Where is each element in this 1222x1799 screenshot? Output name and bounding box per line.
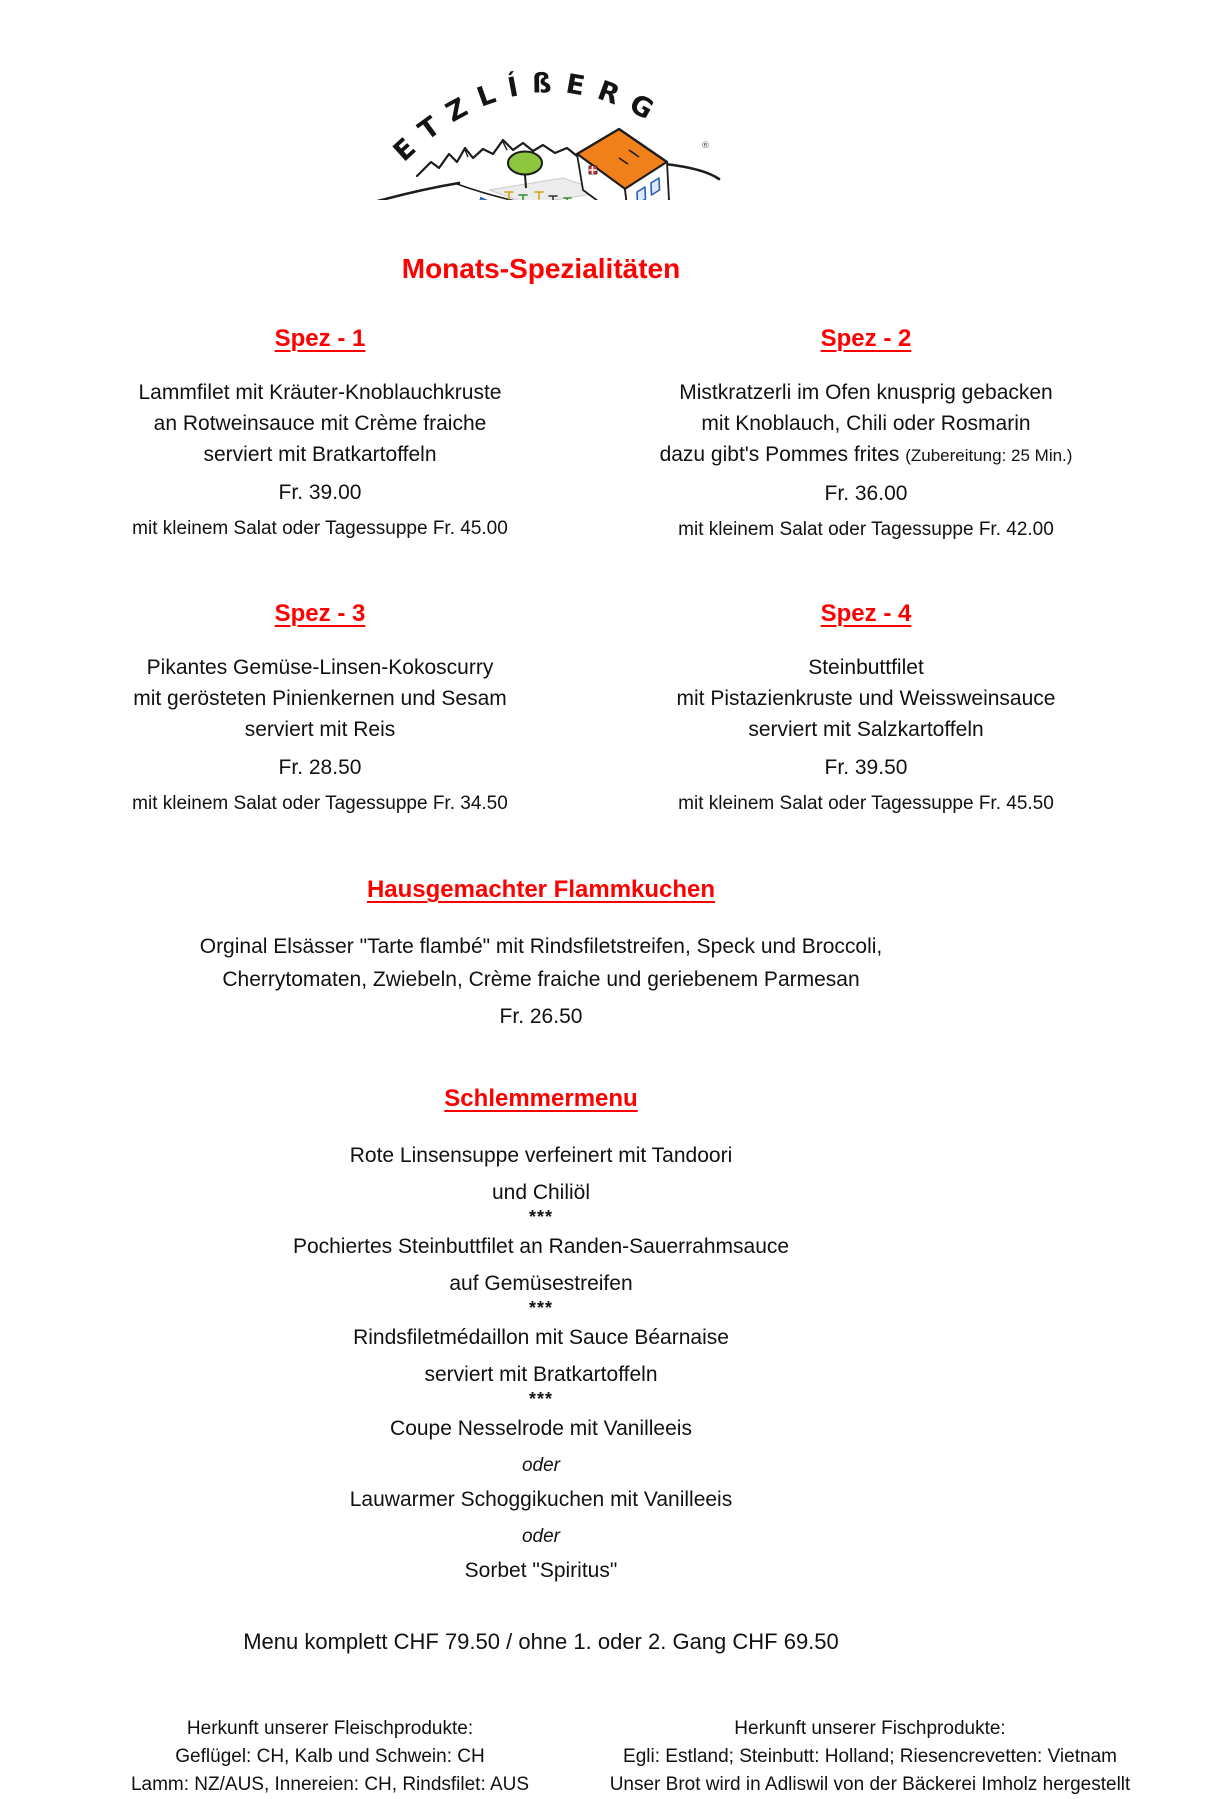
- logo-container: [0, 0, 1082, 205]
- dish-line: mit Pistazienkruste und Weissweinsauce: [676, 687, 1056, 710]
- supplement-line: mit kleinem Salat oder Tagessuppe Fr. 45.50: [678, 793, 1054, 814]
- dish-line: mit gerösteten Pinienkernen und Sesam: [133, 687, 507, 710]
- price-line: Fr. 26.50: [499, 1005, 583, 1028]
- mountain-ridge-icon: [417, 140, 577, 176]
- menu-course-line: Coupe Nesselrode mit Vanilleeis: [390, 1417, 692, 1440]
- special-2-heading: Spez - 2: [820, 325, 912, 352]
- registered-mark: ®: [701, 141, 710, 151]
- meat-origin-block: [0, 1715, 660, 1799]
- flammkuchen-heading: Hausgemachter Flammkuchen: [366, 876, 716, 903]
- flammkuchen-section: [0, 876, 1082, 1033]
- course-separator: ***: [528, 1207, 553, 1227]
- preparation-time-note: (Zubereitung: 25 Min.): [905, 446, 1073, 465]
- dish-line: Cherrytomaten, Zwiebeln, Crème fraiche und geriebenem Parmesan: [222, 968, 860, 991]
- menu-course-line: und Chiliöl: [491, 1181, 591, 1204]
- fish-origin-line: Egli: Estland; Steinbutt: Holland; Riesencrevetten: Vietnam: [623, 1746, 1117, 1767]
- dish-line: serviert mit Bratkartoffeln: [203, 443, 437, 466]
- price-line: Fr. 36.00: [824, 482, 908, 505]
- supplement-line: mit kleinem Salat oder Tagessuppe Fr. 42.00: [678, 519, 1054, 540]
- dish-line: Pikantes Gemüse-Linsen-Kokoscurry: [146, 656, 494, 679]
- page-title: Monats-Spezialitäten: [401, 253, 681, 284]
- dish-line: serviert mit Salzkartoffeln: [748, 718, 984, 741]
- supplement-line: mit kleinem Salat oder Tagessuppe Fr. 34.50: [132, 793, 508, 814]
- dish-line: an Rotweinsauce mit Crème fraiche: [153, 412, 487, 435]
- menu-complete-price-line: Menu komplett CHF 79.50 / ohne 1. oder 2. Gang CHF 69.50: [243, 1629, 839, 1654]
- logo-arc-letters: ETZLÍßERG: [387, 67, 670, 168]
- course-separator: ***: [528, 1389, 553, 1409]
- dish-line: mit Knoblauch, Chili oder Rosmarin: [701, 412, 1031, 435]
- special-card-4: [593, 600, 1139, 816]
- special-card-1: [47, 325, 593, 542]
- special-4-heading: Spez - 4: [820, 600, 912, 627]
- menu-course-line: Rote Linsensuppe verfeinert mit Tandoori: [349, 1144, 733, 1167]
- supplement-line: mit kleinem Salat oder Tagessuppe Fr. 45.00: [132, 518, 508, 539]
- oder-separator: oder: [521, 1526, 561, 1547]
- landscape-stroke-right: [665, 164, 719, 179]
- fish-origin-line: Unser Brot wird in Adliswil von der Bäckerei Imholz hergestellt: [609, 1774, 1131, 1795]
- meat-origin-heading: Herkunft unserer Fleischprodukte:: [186, 1718, 474, 1739]
- dish-line: Orginal Elsässer "Tarte flambé" mit Rindsfiletstreifen, Speck und Broccoli,: [199, 935, 883, 958]
- menu-course-line: Lauwarmer Schoggikuchen mit Vanilleeis: [349, 1488, 733, 1511]
- dish-line-with-note: [593, 439, 1139, 471]
- price-line: Fr. 28.50: [278, 756, 362, 779]
- special-card-2: [593, 325, 1139, 542]
- fish-origin-block: [600, 1715, 1140, 1799]
- price-line: Fr. 39.50: [824, 756, 908, 779]
- special-3-heading: Spez - 3: [274, 600, 366, 627]
- course-separator: ***: [528, 1298, 553, 1318]
- schlemmermenu-section: [0, 1085, 1082, 1655]
- dish-line: Steinbuttfilet: [808, 656, 924, 679]
- menu-course-line: Sorbet "Spiritus": [464, 1559, 618, 1582]
- schlemmermenu-heading: Schlemmermenu: [444, 1085, 638, 1112]
- oder-separator: oder: [521, 1455, 561, 1476]
- tree-crown-icon: [508, 152, 542, 175]
- menu-course-line: serviert mit Bratkartoffeln: [424, 1363, 658, 1386]
- origin-footer: [0, 1715, 1222, 1799]
- menu-course-line: Pochiertes Steinbuttfilet an Randen-Sauerrahmsauce: [292, 1235, 790, 1258]
- etzliberg-logo: [361, 50, 721, 200]
- dish-line: Lammfilet mit Kräuter-Knoblauchkruste: [138, 381, 502, 404]
- special-card-3: [47, 600, 593, 816]
- specials-grid: [47, 325, 1139, 816]
- dish-line: Mistkratzerli im Ofen knusprig gebacken: [679, 381, 1053, 404]
- fish-origin-heading: Herkunft unserer Fischprodukte:: [734, 1718, 1006, 1739]
- menu-course-line: Rindsfiletmédaillon mit Sauce Béarnaise: [353, 1326, 729, 1349]
- meat-origin-line: Geflügel: CH, Kalb und Schwein: CH: [175, 1746, 485, 1767]
- tree-trunk: [525, 175, 526, 188]
- meat-origin-line: Lamm: NZ/AUS, Innereien: CH, Rindsfilet: AUS: [130, 1774, 530, 1795]
- menu-course-line: auf Gemüsestreifen: [449, 1272, 633, 1295]
- house-icon: [577, 129, 671, 200]
- landscape-stroke-left: [367, 183, 459, 200]
- special-1-heading: Spez - 1: [274, 325, 366, 352]
- price-line: Fr. 39.00: [278, 481, 362, 504]
- dish-line: serviert mit Reis: [244, 718, 396, 741]
- dish-line-main: dazu gibt's Pommes frites: [659, 443, 900, 466]
